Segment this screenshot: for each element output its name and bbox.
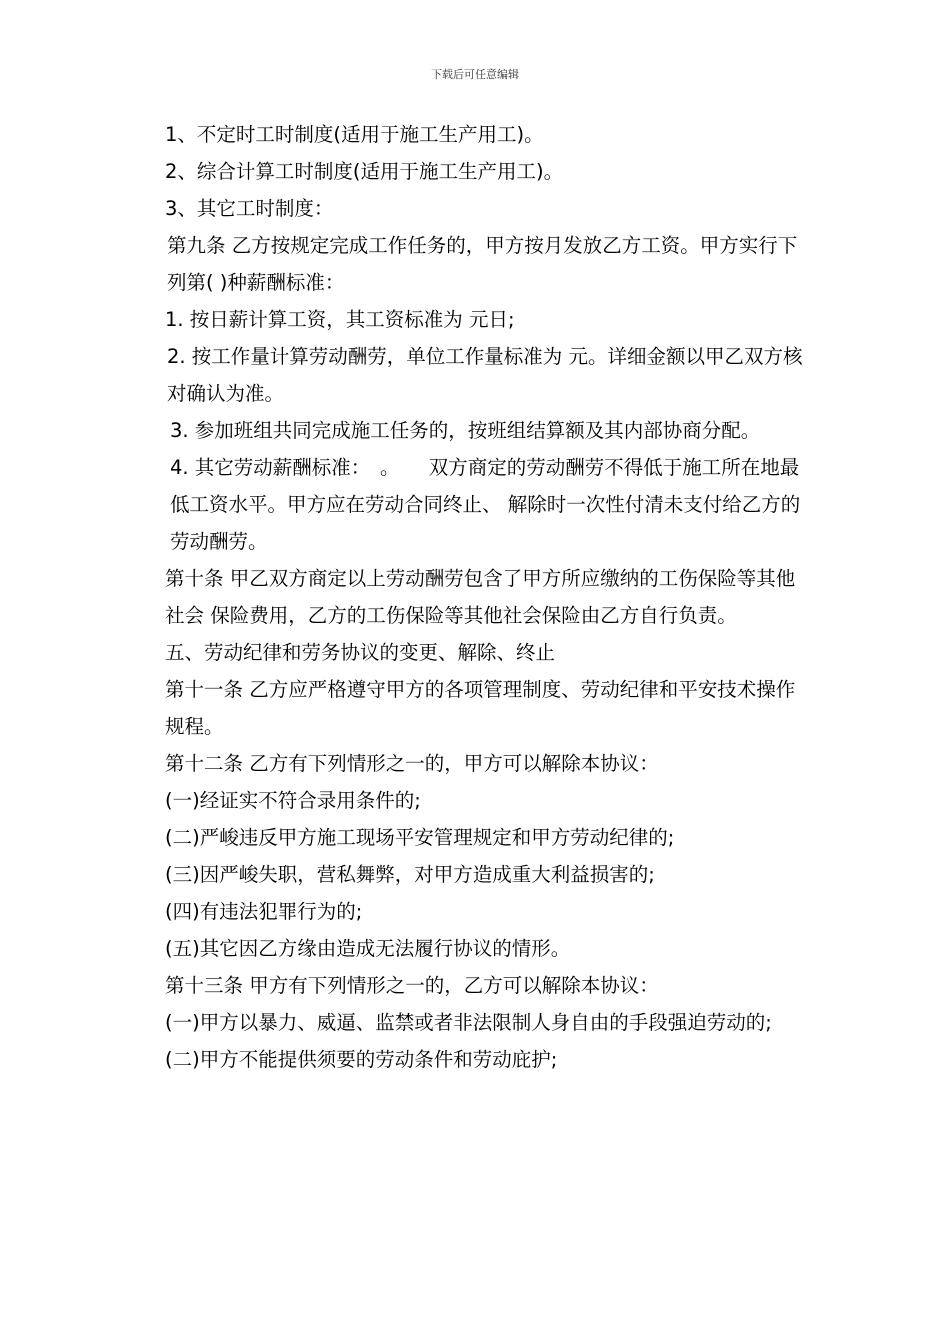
paragraph-wage-3: 3. 参加班组共同完成施工任务的，按班组结算额及其内部协商分配。 <box>170 419 761 442</box>
list-item-12-2: (二)严峻违反甲方施工现场平安管理规定和甲方劳动纪律的; <box>165 826 675 849</box>
list-item-13-2: (二)甲方不能提供须要的劳动条件和劳动庇护; <box>165 1048 558 1071</box>
paragraph-wage-2: 2. 按工作量计算劳动酬劳，单位工作量标准为 元。详细金额以甲乙双方核对确认为准。 <box>167 345 803 405</box>
list-item-12-1: (一)经证实不符合录用条件的; <box>165 789 421 812</box>
paragraph-2: 2、综合计算工时制度(适用于施工生产用工)。 <box>165 160 564 183</box>
paragraph-article-9: 第九条 乙方按规定完成工作任务的，甲方按月发放乙方工资。甲方实行下列第( )种薪酬标准： <box>167 234 798 294</box>
paragraph-1: 1、不定时工时制度(适用于施工生产用工)。 <box>165 123 544 146</box>
paragraph-article-13: 第十三条 甲方有下列情形之一的，乙方可以解除本协议： <box>165 974 659 997</box>
paragraph-article-10: 第十条 甲乙双方商定以上劳动酬劳包含了甲方所应缴纳的工伤保险等其他社会 保险费用，乙方的工伤保险等其他社会保险由乙方自行负责。 <box>165 567 796 627</box>
paragraph-article-11: 第十一条 乙方应严格遵守甲方的各项管理制度、劳动纪律和平安技术操作规程。 <box>165 678 796 738</box>
list-item-12-4: (四)有违法犯罪行为的; <box>165 900 363 923</box>
section-heading-5: 五、劳动纪律和劳务协议的变更、解除、终止 <box>165 641 556 664</box>
page-header: 下载后可任意编辑 <box>431 68 519 81</box>
paragraph-wage-4: 4. 其它劳动薪酬标准： 。 双方商定的劳动酬劳不得低于施工所在地最低工资水平。甲方应在劳动合同终止、 解除时一次性付清未支付给乙方的劳动酬劳。 <box>170 456 801 553</box>
list-item-12-3: (三)因严峻失职，营私舞弊，对甲方造成重大利益损害的; <box>165 863 655 886</box>
paragraph-3: 3、其它工时制度： <box>165 197 334 220</box>
document-body <box>145 116 810 1078</box>
list-item-12-5: (五)其它因乙方缘由造成无法履行协议的情形。 <box>165 937 571 960</box>
paragraph-wage-1: 1. 按日薪计算工资，其工资标准为 元日; <box>165 308 515 331</box>
paragraph-article-12: 第十二条 乙方有下列情形之一的，甲方可以解除本协议： <box>165 752 659 775</box>
list-item-13-1: (一)甲方以暴力、威逼、监禁或者非法限制人身自由的手段强迫劳动的; <box>165 1011 772 1034</box>
